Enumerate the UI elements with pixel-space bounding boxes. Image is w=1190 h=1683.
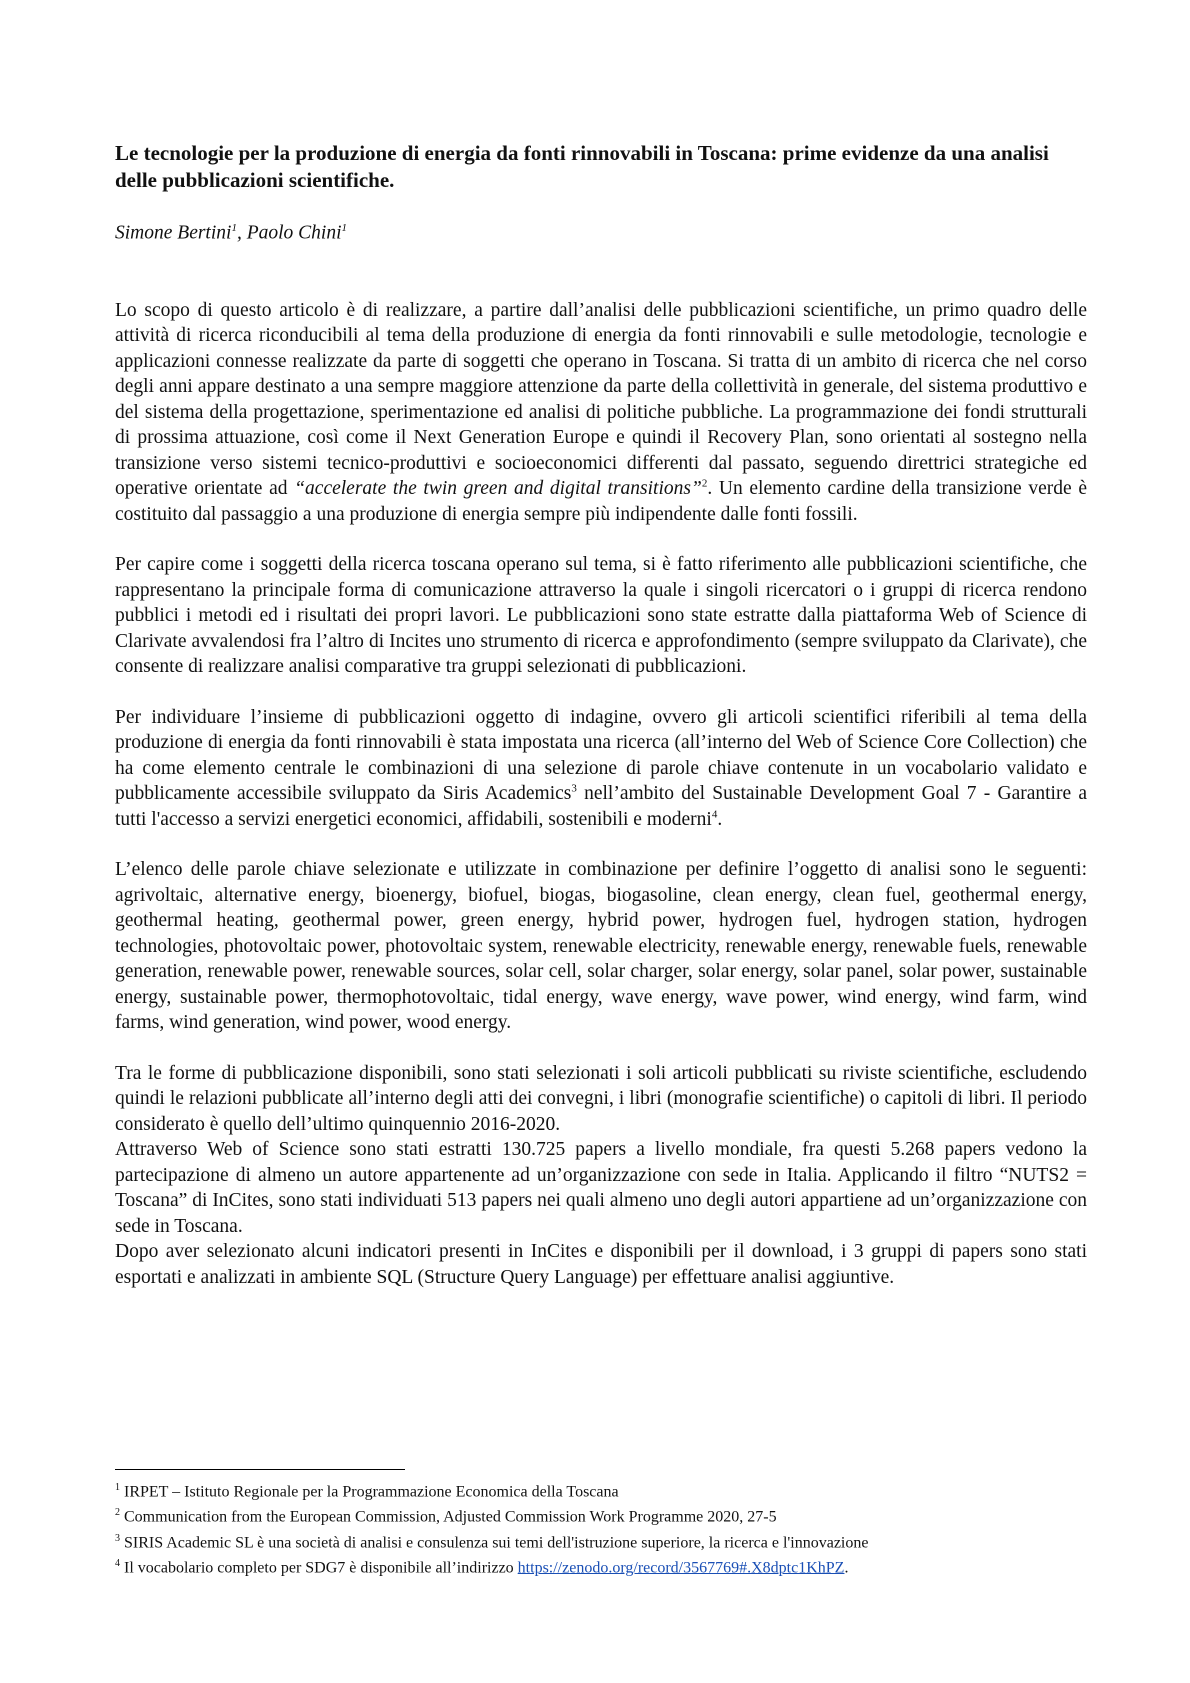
footnote-text: Communication from the European Commission, Adjusted Commission Work Programme 2020, 27-5: [120, 1508, 777, 1526]
footnote-item: [115, 1528, 1087, 1553]
author-name: Paolo Chini: [246, 222, 342, 244]
paragraph-text: .: [717, 808, 723, 830]
author-affiliation-marker: 1: [341, 222, 347, 234]
paragraph-text: nell’ambito del Sustainable Development Goal 7 - Garantire a tutti l'accesso a servizi energetici economici, affidabili, sostenibili e moderni: [115, 783, 1087, 830]
paragraph-text: . Un elemento cardine della transizione verde è costituito dal passaggio a una produzione di energia sempre più indipendente dalle fonti fossili.: [115, 478, 1087, 525]
footnote-reference: 4: [711, 808, 718, 820]
paragraph-analysis: Dopo aver selezionato alcuni indicatori presenti in InCites e disponibili per il download, i 3 gruppi di papers sono stati esportati e analizzati in ambiente SQL (Structure Query Language) per effettuare analisi aggiuntive.: [115, 1241, 1087, 1288]
author-affiliation-marker: 1: [231, 222, 237, 234]
footnote-number: 2: [115, 1507, 120, 1519]
footnote-text: SIRIS Academic SL è una società di analisi e consulenza sui temi dell'istruzione superiore, la ricerca e l'innovazione: [120, 1533, 869, 1551]
quoted-phrase: “accelerate the twin green and digital transitions”: [294, 478, 702, 499]
author-separator: ,: [236, 222, 247, 244]
footnote-reference: 2: [701, 477, 708, 490]
paragraph-selection: Tra le forme di pubblicazione disponibili, sono stati selezionati i soli articoli pubblicati su riviste scientifiche, escludendo quindi le relazioni pubblicate all’interno degli atti dei convegni, i libri (monografie scientifiche) o capitoli di libri. Il periodo considerato è quello dell’ultimo quinquennio 2016-2020.: [115, 1062, 1087, 1135]
footnote-text: .: [844, 1559, 849, 1577]
footnote-number: 3: [115, 1532, 120, 1544]
footnote-text: Il vocabolario completo per SDG7 è disponibile all’indirizzo: [120, 1559, 518, 1577]
footnote-reference: 3: [571, 782, 577, 795]
paragraph-extraction: Attraverso Web of Science sono stati estratti 130.725 papers a livello mondiale, fra questi 5.268 papers vedono la partecipazione di almeno un autore appartenente ad un’organizzazione con sede in Italia. Applicando il filtro “NUTS2 = Toscana” di InCites, sono stati individuati 513 papers nei quali almeno uno degli autori appartiene ad un’organizzazione con sede in Toscana.: [115, 1139, 1087, 1237]
footnote-text: IRPET – Istituto Regionale per la Programmazione Economica della Toscana: [120, 1483, 619, 1501]
author-name: Simone Bertini: [115, 222, 232, 244]
article-body: [115, 298, 1087, 1291]
footnote-item: [115, 1502, 1087, 1527]
footnotes-section: [115, 1469, 1087, 1578]
footnote-item: [115, 1553, 1087, 1578]
footnote-number: 4: [115, 1557, 120, 1569]
paper-title: Le tecnologie per la produzione di energia da fonti rinnovabili in Toscana: prime evidenze da una analisi delle pubblicazioni scientifiche.: [115, 141, 1049, 192]
author-list: [115, 216, 1087, 246]
paragraph-keywords: L’elenco delle parole chiave selezionate e utilizzate in combinazione per definire l’oggetto di analisi sono le seguenti: agrivoltaic, alternative energy, bioenergy, biofuel, biogas, biogasoline, clean energy, clean fuel, geothermal energy, geothermal heating, geothermal power, green energy, hybrid power, hydrogen fuel, hydrogen station, hydrogen technologies, photovoltaic power, photovoltaic system, renewable electricity, renewable energy, renewable fuels, renewable generation, renewable power, renewable sources, solar cell, solar charger, solar energy, solar panel, solar power, sustainable energy, sustainable power, thermophotovoltaic, tidal energy, wave energy, wave power, wind energy, wind farm, wind farms, wind generation, wind power, wood energy.: [115, 859, 1087, 1033]
paragraph-intro: [115, 298, 1087, 528]
document-page: [115, 140, 1087, 1290]
paragraph-sources: Per capire come i soggetti della ricerca toscana operano sul tema, si è fatto riferimento alle pubblicazioni scientifiche, che rappresentano la principale forma di comunicazione attraverso la quale i singoli ricercatori o i gruppi di ricerca rendono pubblici i metodi ed i risultati dei propri lavori. Le pubblicazioni sono state estratte dalla piattaforma Web of Science di Clarivate avvalendosi fra l’altro di Incites uno strumento di ricerca e approfondimento (sempre sviluppato da Clarivate), che consente di realizzare analisi comparative tra gruppi selezionati di pubblicazioni.: [115, 554, 1087, 677]
footnote-item: [115, 1477, 1087, 1502]
footnote-number: 1: [115, 1482, 120, 1493]
footnote-divider: [115, 1469, 405, 1470]
paragraph-text: Per individuare l’insieme di pubblicazioni oggetto di indagine, ovvero gli articoli scientifici riferibili al tema della produzione di energia da fonti rinnovabili è stata impostata una ricerca (all’interno del Web of Science Core Collection) che ha come elemento centrale le combinazioni di una selezione di parole chiave contenute in un vocabolario validato e pubblicamente accessibile sviluppato da Siris Academics: [115, 706, 1087, 804]
paragraph-method: [115, 705, 1087, 833]
vocabulary-link[interactable]: https://zenodo.org/record/3567769#.X8dptc1KhPZ: [517, 1559, 845, 1577]
paragraph-text: Lo scopo di questo articolo è di realizzare, a partire dall’analisi delle pubblicazioni scientifiche, un primo quadro delle attività di ricerca riconducibili al tema della produzione di energia da fonti rinnovabili e sulle metodologie, tecnologie e applicazioni connesse realizzate da parte di soggetti che operano in Toscana. Si tratta di un ambito di ricerca che nel corso degli anni appare destinato a una sempre maggiore attenzione da parte della collettività in generale, del sistema produttivo e del sistema della progettazione, sperimentazione ed analisi di politiche pubbliche. La programmazione dei fondi strutturali di prossima attuazione, così come il Next Generation Europe e quindi il Recovery Plan, sono orientati al sostegno nella transizione verso sistemi tecnico-produttivi e socioeconomici differenti dal passato, seguendo direttrici strategiche ed operative orientate ad: [115, 299, 1087, 499]
